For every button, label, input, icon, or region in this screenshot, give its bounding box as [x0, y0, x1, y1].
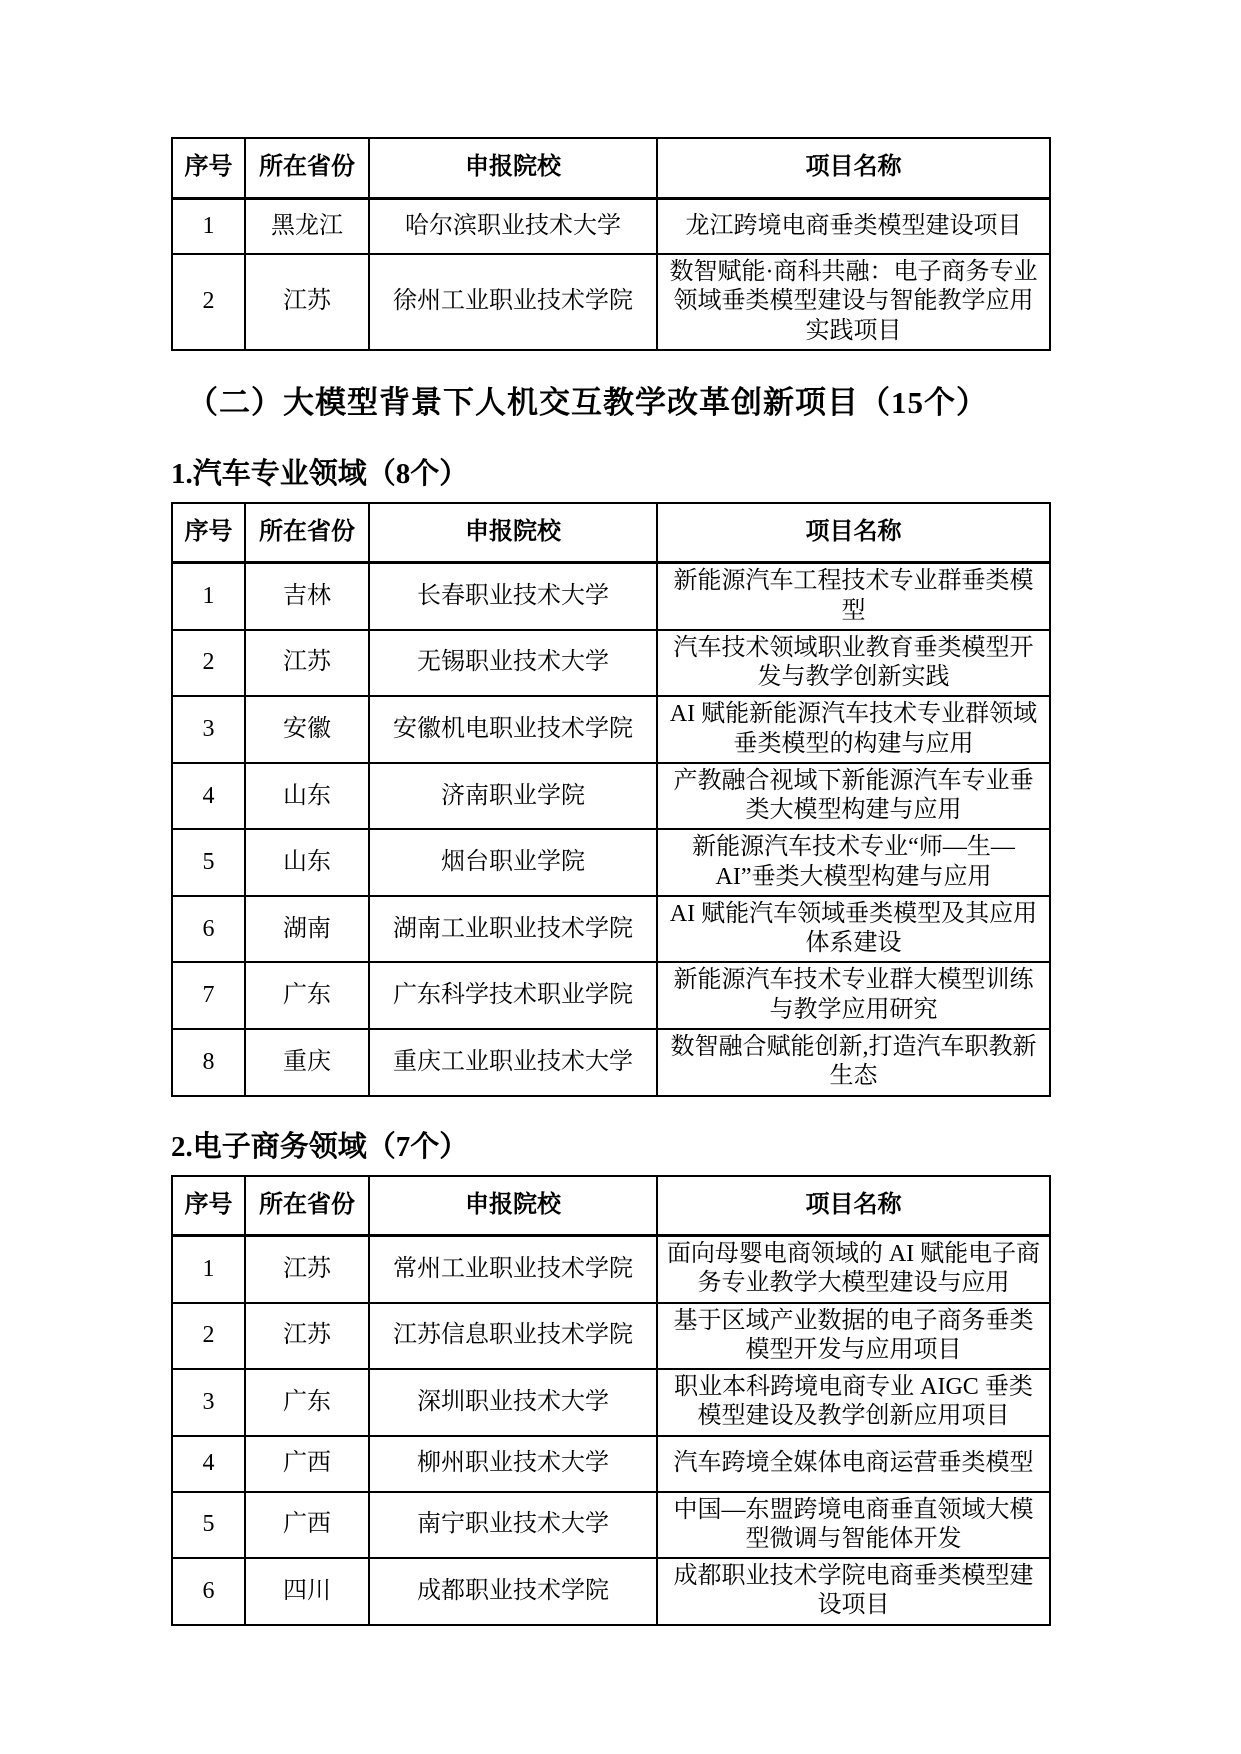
cell-no: 2 — [172, 1303, 245, 1370]
cell-no: 1 — [172, 1236, 245, 1303]
cell-school: 徐州工业职业技术学院 — [369, 254, 657, 350]
cell-no: 1 — [172, 198, 245, 254]
table-row — [172, 763, 1050, 830]
table-row — [172, 254, 1050, 350]
cell-province: 江苏 — [245, 630, 369, 697]
cell-project: 基于区域产业数据的电子商务垂类模型开发与应用项目 — [657, 1303, 1050, 1370]
cell-project: 职业本科跨境电商专业 AIGC 垂类模型建设及教学创新应用项目 — [657, 1369, 1050, 1436]
subsection-2-heading: 2.电子商务领域（7个） — [171, 1130, 469, 1163]
table-row — [172, 1558, 1050, 1625]
cell-school: 深圳职业技术大学 — [369, 1369, 657, 1436]
cell-province: 广东 — [245, 962, 369, 1029]
cell-school: 安徽机电职业技术学院 — [369, 696, 657, 763]
cell-school: 柳州职业技术大学 — [369, 1436, 657, 1492]
cell-no: 3 — [172, 1369, 245, 1436]
cell-project: AI 赋能汽车领域垂类模型及其应用体系建设 — [657, 896, 1050, 963]
cell-project: 新能源汽车技术专业“师—生—AI”垂类大模型构建与应用 — [657, 829, 1050, 896]
cell-no: 2 — [172, 254, 245, 350]
cell-no: 1 — [172, 563, 245, 630]
cell-school: 湖南工业职业技术学院 — [369, 896, 657, 963]
header-school: 申报院校 — [369, 503, 657, 563]
cell-school: 烟台职业学院 — [369, 829, 657, 896]
table-row — [172, 1369, 1050, 1436]
cell-project: AI 赋能新能源汽车技术专业群领域垂类模型的构建与应用 — [657, 696, 1050, 763]
cell-project: 中国—东盟跨境电商垂直领域大模型微调与智能体开发 — [657, 1492, 1050, 1559]
cell-school: 哈尔滨职业技术大学 — [369, 198, 657, 254]
section-2-heading: （二）大模型背景下人机交互教学改革创新项目（15个） — [187, 384, 988, 420]
cell-province: 广西 — [245, 1492, 369, 1559]
table-header-row — [172, 138, 1050, 198]
cell-project: 新能源汽车技术专业群大模型训练与教学应用研究 — [657, 962, 1050, 1029]
cell-province: 江苏 — [245, 1303, 369, 1370]
table-header-row — [172, 1176, 1050, 1236]
cell-project: 汽车技术领域职业教育垂类模型开发与教学创新实践 — [657, 630, 1050, 697]
table-row — [172, 896, 1050, 963]
header-school: 申报院校 — [369, 138, 657, 198]
header-province: 所在省份 — [245, 138, 369, 198]
header-project: 项目名称 — [657, 1176, 1050, 1236]
cell-project: 龙江跨境电商垂类模型建设项目 — [657, 198, 1050, 254]
table-row — [172, 1236, 1050, 1303]
cell-province: 山东 — [245, 829, 369, 896]
table-row — [172, 1303, 1050, 1370]
table-row — [172, 1492, 1050, 1559]
cell-project: 汽车跨境全媒体电商运营垂类模型 — [657, 1436, 1050, 1492]
cell-no: 4 — [172, 1436, 245, 1492]
header-school: 申报院校 — [369, 1176, 657, 1236]
cell-no: 7 — [172, 962, 245, 1029]
cell-province: 重庆 — [245, 1029, 369, 1096]
intro-projects-table — [171, 137, 1051, 351]
cell-province: 江苏 — [245, 1236, 369, 1303]
cell-no: 5 — [172, 829, 245, 896]
ecommerce-projects-table — [171, 1175, 1051, 1626]
cell-project: 成都职业技术学院电商垂类模型建设项目 — [657, 1558, 1050, 1625]
cell-school: 南宁职业技术大学 — [369, 1492, 657, 1559]
cell-no: 5 — [172, 1492, 245, 1559]
header-no: 序号 — [172, 138, 245, 198]
table-row — [172, 563, 1050, 630]
table-row — [172, 829, 1050, 896]
cell-project: 新能源汽车工程技术专业群垂类模型 — [657, 563, 1050, 630]
cell-province: 山东 — [245, 763, 369, 830]
automobile-projects-table — [171, 502, 1051, 1097]
table-row — [172, 1029, 1050, 1096]
cell-school: 重庆工业职业技术大学 — [369, 1029, 657, 1096]
cell-province: 四川 — [245, 1558, 369, 1625]
cell-school: 常州工业职业技术学院 — [369, 1236, 657, 1303]
cell-school: 无锡职业技术大学 — [369, 630, 657, 697]
cell-school: 江苏信息职业技术学院 — [369, 1303, 657, 1370]
header-province: 所在省份 — [245, 503, 369, 563]
cell-project: 产教融合视域下新能源汽车专业垂类大模型构建与应用 — [657, 763, 1050, 830]
cell-school: 广东科学技术职业学院 — [369, 962, 657, 1029]
cell-no: 6 — [172, 896, 245, 963]
cell-no: 6 — [172, 1558, 245, 1625]
cell-province: 安徽 — [245, 696, 369, 763]
table-header-row — [172, 503, 1050, 563]
cell-project: 面向母婴电商领域的 AI 赋能电子商务专业教学大模型建设与应用 — [657, 1236, 1050, 1303]
table-row — [172, 1436, 1050, 1492]
subsection-1-heading: 1.汽车专业领域（8个） — [171, 457, 469, 490]
table-row — [172, 198, 1050, 254]
cell-project: 数智融合赋能创新,打造汽车职教新生态 — [657, 1029, 1050, 1096]
header-no: 序号 — [172, 1176, 245, 1236]
cell-no: 2 — [172, 630, 245, 697]
cell-province: 吉林 — [245, 563, 369, 630]
cell-province: 广东 — [245, 1369, 369, 1436]
cell-province: 湖南 — [245, 896, 369, 963]
cell-no: 4 — [172, 763, 245, 830]
cell-school: 成都职业技术学院 — [369, 1558, 657, 1625]
cell-project: 数智赋能·商科共融：电子商务专业领域垂类模型建设与智能教学应用实践项目 — [657, 254, 1050, 350]
cell-province: 黑龙江 — [245, 198, 369, 254]
cell-no: 3 — [172, 696, 245, 763]
cell-province: 广西 — [245, 1436, 369, 1492]
header-no: 序号 — [172, 503, 245, 563]
cell-no: 8 — [172, 1029, 245, 1096]
cell-province: 江苏 — [245, 254, 369, 350]
document-content — [171, 137, 1049, 1626]
header-province: 所在省份 — [245, 1176, 369, 1236]
cell-school: 长春职业技术大学 — [369, 563, 657, 630]
table-row — [172, 696, 1050, 763]
header-project: 项目名称 — [657, 503, 1050, 563]
cell-school: 济南职业学院 — [369, 763, 657, 830]
table-row — [172, 962, 1050, 1029]
header-project: 项目名称 — [657, 138, 1050, 198]
table-row — [172, 630, 1050, 697]
